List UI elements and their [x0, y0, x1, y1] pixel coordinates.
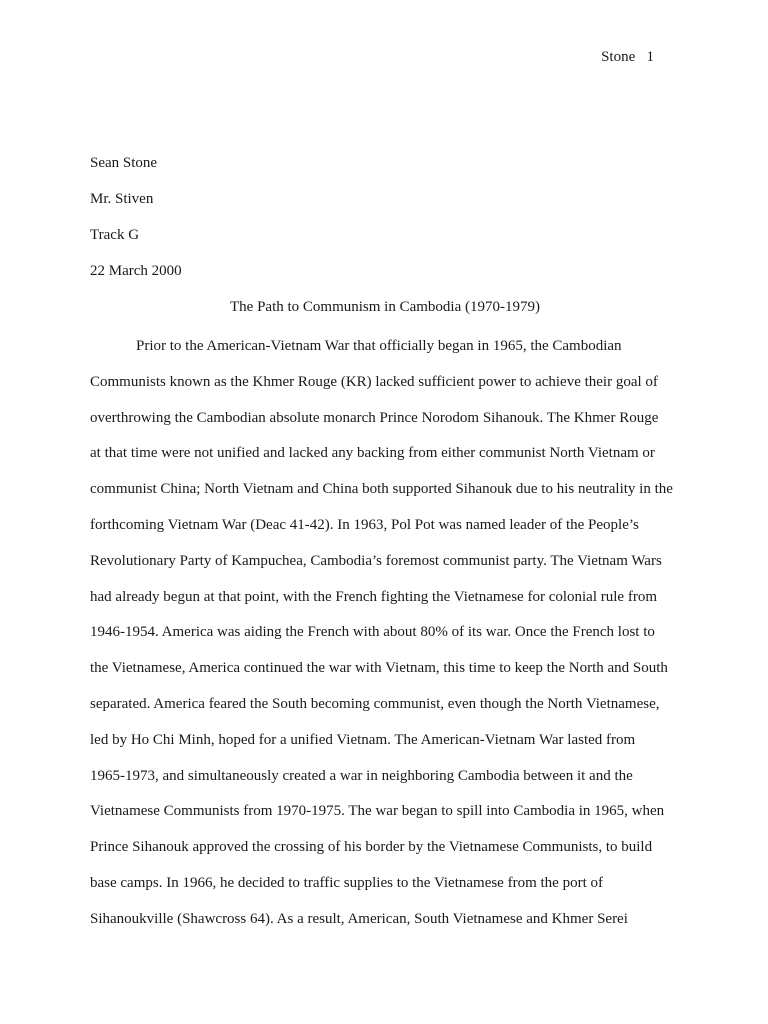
- body-paragraph: [90, 336, 690, 945]
- document-title: The Path to Communism in Cambodia (1970-1979): [230, 299, 540, 315]
- body-line: separated. America feared the South becoming communist, even though the North Vietnamese,: [90, 695, 660, 712]
- instructor-name: Mr. Stiven: [90, 191, 154, 207]
- mla-heading: [90, 153, 680, 297]
- body-line: forthcoming Vietnam War (Deac 41-42). In 1963, Pol Pot was named leader of the People’s: [90, 516, 639, 533]
- body-line: Revolutionary Party of Kampuchea, Cambodia’s foremost communist party. The Vietnam Wars: [90, 552, 662, 569]
- body-line: led by Ho Chi Minh, hoped for a unified Vietnam. The American-Vietnam War lasted from: [90, 731, 636, 748]
- author-name: Sean Stone: [90, 155, 158, 171]
- body-line: base camps. In 1966, he decided to traffic supplies to the Vietnamese from the port of: [90, 874, 603, 891]
- body-line: at that time were not unified and lacked any backing from either communist North Vietnam or: [90, 445, 655, 462]
- body-line: Sihanoukville (Shawcross 64). As a result, American, South Vietnamese and Khmer Serei: [90, 910, 628, 927]
- body-line: 1946-1954. America was aiding the French with about 80% of its war. Once the French lost to: [90, 624, 655, 641]
- body-line: Communists known as the Khmer Rouge (KR) lacked sufficient power to achieve their goal of: [90, 373, 658, 390]
- body-line: the Vietnamese, America continued the war with Vietnam, this time to keep the North and South: [90, 660, 668, 677]
- document-date: 22 March 2000: [90, 263, 182, 279]
- body-line: had already begun at that point, with the French fighting the Vietnamese for colonial rule from: [90, 588, 657, 605]
- body-line: communist China; North Vietnam and China both supported Sihanouk due to his neutrality in the: [90, 481, 673, 498]
- body-line: Prior to the American-Vietnam War that officially began in 1965, the Cambodian: [136, 338, 622, 354]
- body-line: 1965-1973, and simultaneously created a war in neighboring Cambodia between it and the: [90, 767, 633, 784]
- body-line: overthrowing the Cambodian absolute monarch Prince Norodom Sihanouk. The Khmer Rouge: [90, 409, 659, 426]
- running-header: Stone 1: [601, 49, 654, 65]
- body-line: Vietnamese Communists from 1970-1975. The war began to spill into Cambodia in 1965, when: [90, 803, 665, 820]
- body-line: Prince Sihanouk approved the crossing of his border by the Vietnamese Communists, to build: [90, 839, 653, 856]
- course-name: Track G: [90, 227, 140, 243]
